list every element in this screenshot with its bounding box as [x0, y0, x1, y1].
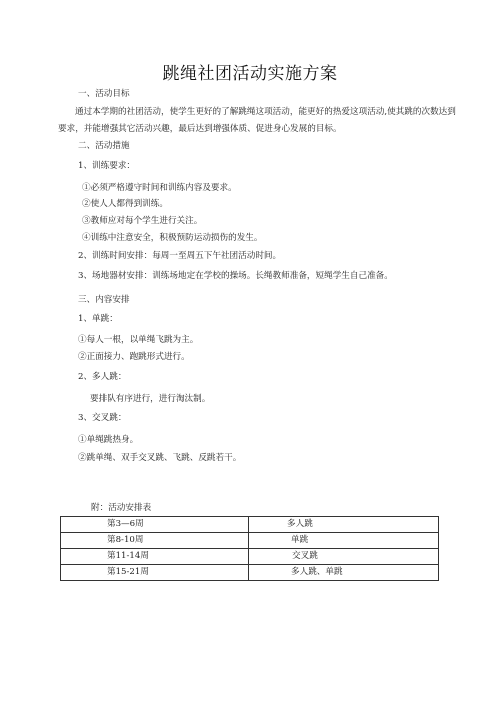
group-jump-text: 要排队有序进行，进行淘汰制。 [90, 394, 211, 404]
table-cell-week: 第15-21周 [61, 565, 249, 581]
content-sub-group-jump: 2、多人跳： [78, 372, 127, 382]
content-sub-single-jump: 1、单跳： [78, 314, 118, 324]
section-heading-measures: 二、活动措施 [78, 141, 130, 151]
table-cell-week: 第8-10周 [61, 533, 249, 549]
list-item: ②正面接力、跑跳形式进行。 [78, 352, 190, 362]
table-cell-activity: 单跳 [249, 533, 439, 549]
section-heading-goals: 一、活动目标 [78, 89, 130, 99]
document-title: 跳绳社团活动实施方案 [162, 64, 338, 84]
measures-sub-venue-equipment: 3、场地器材安排：训练场地定在学校的操场。长绳教师准备，短绳学生自己准备。 [78, 271, 393, 281]
goals-paragraph: 通过本学期的社团活动，使学生更好的了解跳绳这项活动，能更好的热爱这项活动,使其跳的次数达到要求，并能增强其它活动兴趣，最后达到增强体质、促进身心发展的目标。 [58, 107, 456, 134]
list-item: ④训练中注意安全，积极预防运动损伤的发生。 [82, 233, 263, 243]
content-sub-cross-jump: 3、交叉跳： [78, 413, 127, 423]
table-row [61, 517, 439, 533]
measures-sub-training-time: 2、训练时间安排：每周一至周五下午社团活动时间。 [78, 251, 282, 261]
table-cell-week: 第3—6周 [61, 517, 249, 533]
appendix-caption: 附：活动安排表 [91, 503, 152, 513]
table-cell-week: 第11-14周 [61, 549, 249, 565]
list-item: ①单绳跳热身。 [78, 435, 139, 445]
list-item: ①必须严格遵守时间和训练内容及要求。 [82, 183, 237, 193]
table-cell-activity: 多人跳 [249, 517, 439, 533]
list-item: ②使人人都得到训练。 [82, 199, 168, 209]
measures-sub-training-requirements: 1、训练要求： [78, 161, 136, 171]
table-cell-activity: 多人跳、单跳 [249, 565, 439, 581]
table-cell-activity: 交叉跳 [249, 549, 439, 565]
list-item: ①每人一根，以单绳飞跳为主。 [78, 335, 199, 345]
schedule-table [60, 516, 439, 581]
list-item: ③教师应对每个学生进行关注。 [82, 216, 203, 226]
list-item: ②跳单绳、双手交叉跳、飞跳、反跳若干。 [78, 453, 242, 463]
section-heading-content: 三、内容安排 [78, 295, 130, 305]
table-row [61, 565, 439, 581]
table-row [61, 549, 439, 565]
table-row [61, 533, 439, 549]
